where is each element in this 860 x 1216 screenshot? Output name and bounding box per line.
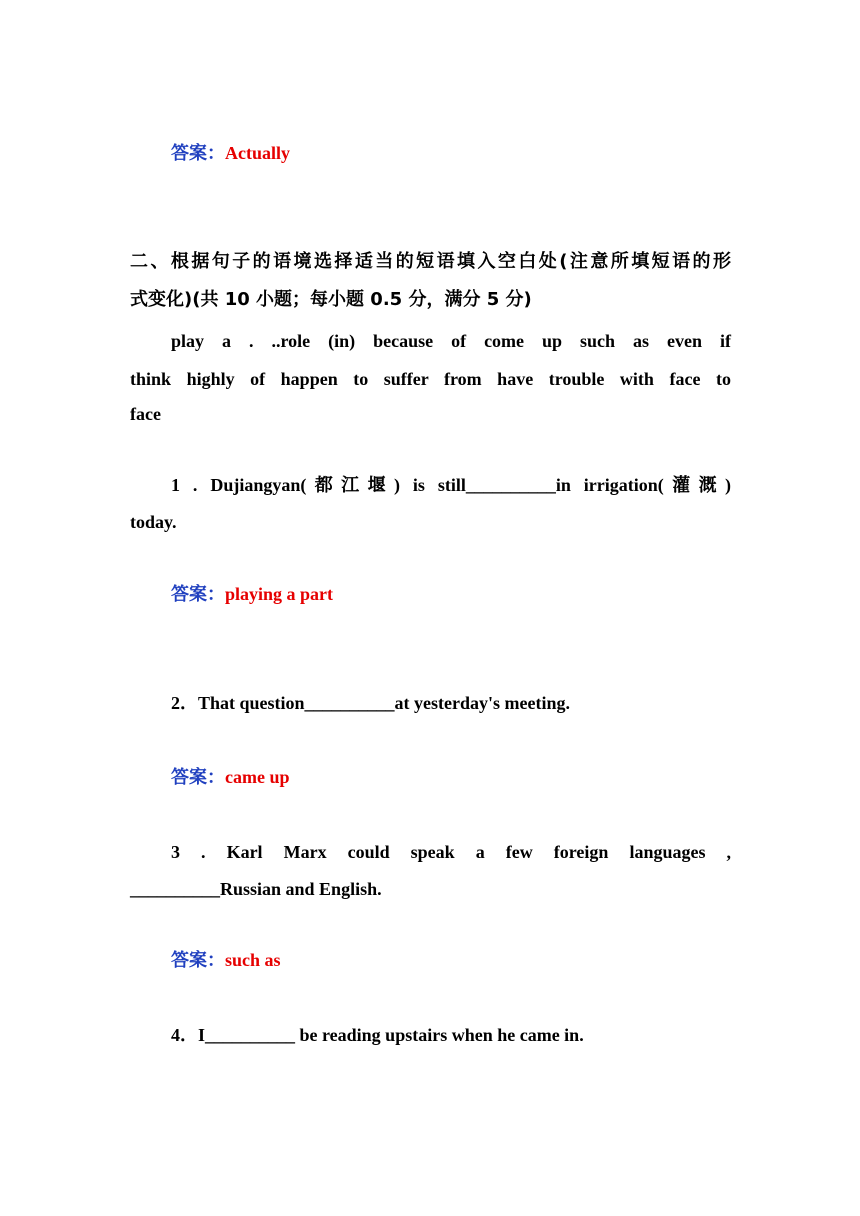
answer-value: came up [225, 767, 290, 787]
answer-2 [171, 765, 731, 790]
section-heading-line-2: 式变化)(共 10 小题；每小题 0.5 分，满分 5 分) [130, 289, 532, 310]
question-1-line-2: today. [130, 512, 177, 532]
phrase-bank-line-2: think highly of happen to suffer from have trouble with face to [130, 369, 731, 389]
answer-label: 答案： [171, 950, 225, 971]
answer-label: 答案： [171, 584, 225, 605]
question-3-line-2: __________Russian and English. [130, 879, 382, 899]
answer-actually [171, 141, 731, 166]
answer-value: playing a part [225, 584, 334, 604]
answer-3 [171, 948, 731, 973]
phrase-bank-line-1: play a . ..role (in) because of come up such as even if [171, 331, 731, 351]
question-3-line-1: 3 . Karl Marx could speak a few foreign languages , [171, 842, 731, 862]
answer-1 [171, 582, 731, 607]
answer-value: such as [225, 950, 281, 970]
section-heading-line-1: 二、根据句子的语境选择适当的短语填入空白处(注意所填短语的形 [130, 251, 731, 272]
answer-label: 答案： [171, 767, 225, 788]
phrase-bank-line-3: face [130, 404, 161, 424]
answer-value: Actually [225, 143, 290, 163]
answer-label: 答案： [171, 143, 225, 164]
question-1-line-1: 1 . Dujiangyan(都江堰) is still__________in irrigation(灌溉) [171, 475, 731, 495]
question-4: 4．I__________ be reading upstairs when he came in. [171, 1025, 584, 1045]
question-2: 2．That question__________at yesterday's meeting. [171, 693, 570, 713]
